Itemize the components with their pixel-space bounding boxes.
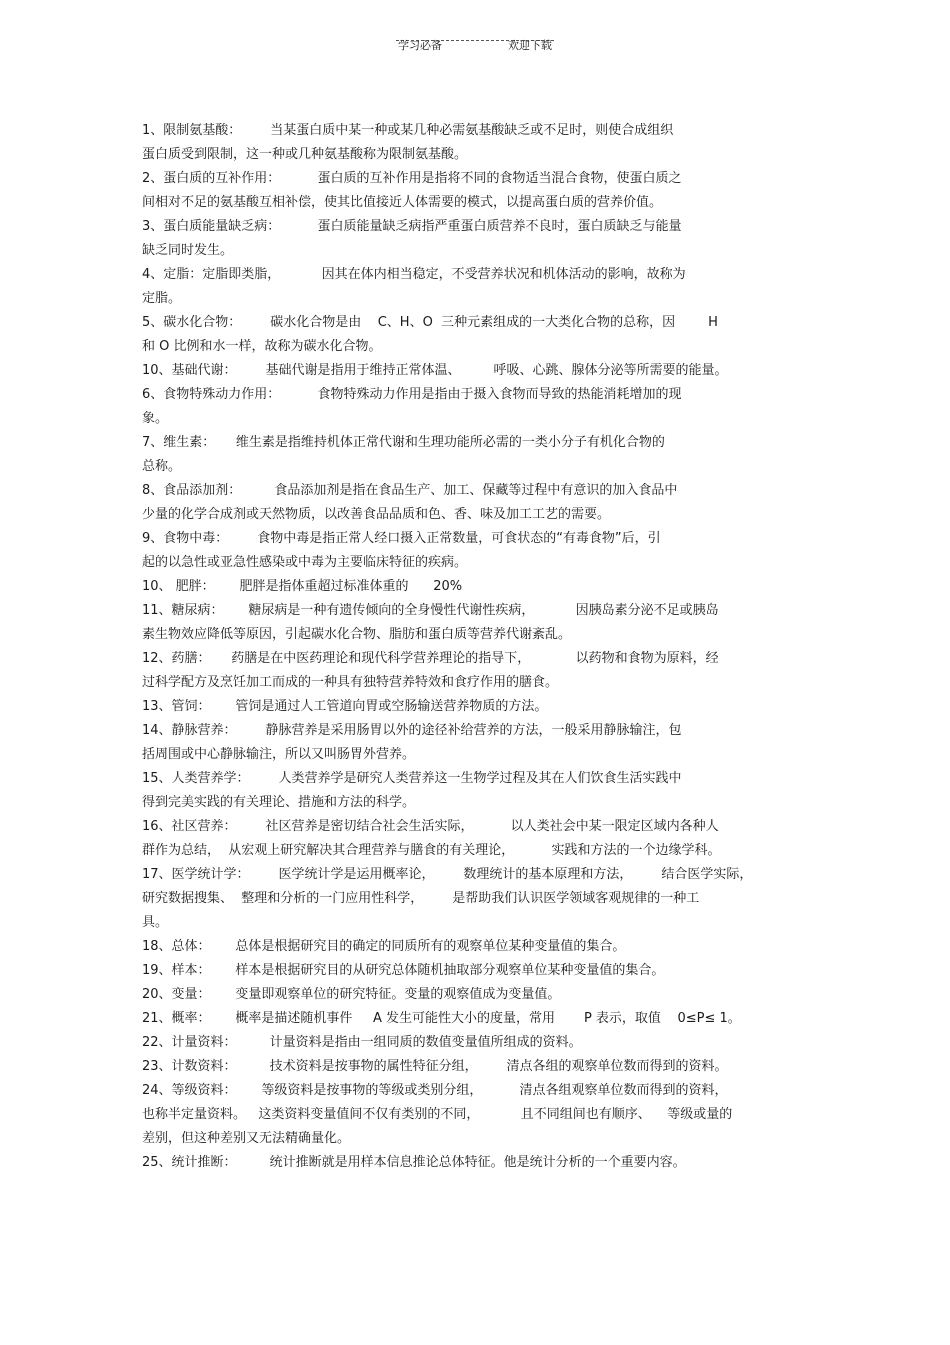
entry-line: 研究数据搜集、 整理和分析的一门应用性科学， 是帮助我们认识医学领域客观规律的一种工 xyxy=(142,891,700,906)
definition-entry xyxy=(142,311,822,359)
entry-line: 8、食品添加剂： 食品添加剂是指在食品生产、加工、保藏等过程中有意识的加入食品中 xyxy=(142,483,678,498)
definition-entry xyxy=(142,959,822,983)
document-body xyxy=(142,119,822,1175)
entry-line: 5、碳水化合物： 碳水化合物是由 C、H、O 三种元素组成的一大类化合物的总称，因 H xyxy=(142,315,718,330)
entry-line: 群作为总结， 从宏观上研究解决其合理营养与膳食的有关理论， 实践和方法的一个边缘学科。 xyxy=(142,843,721,858)
definition-entry xyxy=(142,1151,822,1175)
entry-line: 11、糖尿病： 糖尿病是一种有遗传倾向的全身慢性代谢性疾病， 因胰岛素分泌不足或胰岛 xyxy=(142,603,719,618)
entry-line: 括周围或中心静脉输注，所以又叫肠胃外营养。 xyxy=(142,747,416,762)
definition-entry xyxy=(142,167,822,215)
entry-line: 象。 xyxy=(142,411,169,426)
definition-entry xyxy=(142,1079,822,1151)
entry-line: 得到完美实践的有关理论、措施和方法的科学。 xyxy=(142,795,416,810)
definition-entry xyxy=(142,767,822,815)
entry-line: 17、医学统计学： 医学统计学是运用概率论， 数理统计的基本原理和方法， 结合医学实际， xyxy=(142,867,753,882)
entry-line: 25、统计推断： 统计推断就是用样本信息推论总体特征。他是统计分析的一个重要内容。 xyxy=(142,1155,686,1170)
header-left-text: 学习必备 xyxy=(398,39,442,52)
entry-line: 19、样本： 样本是根据研究目的从研究总体随机抽取部分观察单位某种变量值的集合。 xyxy=(142,963,665,978)
definition-entry xyxy=(142,527,822,575)
entry-line: 和 O 比例和水一样，故称为碳水化合物。 xyxy=(142,339,382,354)
definition-entry xyxy=(142,719,822,767)
definition-entry xyxy=(142,935,822,959)
entry-line: 3、蛋白质能量缺乏病： 蛋白质能量缺乏病指严重蛋白质营养不良时，蛋白质缺乏与能量 xyxy=(142,219,682,234)
entry-line: 间相对不足的氨基酸互相补偿，使其比值接近人体需要的模式，以提高蛋白质的营养价值。 xyxy=(142,195,663,210)
definition-entry xyxy=(142,263,822,311)
entry-line: 起的以急性或亚急性感染或中毒为主要临床特征的疾病。 xyxy=(142,555,468,570)
definition-entry xyxy=(142,215,822,263)
definition-entry xyxy=(142,695,822,719)
entry-line: 缺乏同时发生。 xyxy=(142,243,234,258)
entry-line: 15、人类营养学： 人类营养学是研究人类营养这一生物学过程及其在人们饮食生活实践中 xyxy=(142,771,682,786)
entry-line: 18、总体： 总体是根据研究目的确定的同质所有的观察单位某种变量值的集合。 xyxy=(142,939,626,954)
entry-line: 14、静脉营养： 静脉营养是采用肠胃以外的途径补给营养的方法，一般采用静脉输注，包 xyxy=(142,723,682,738)
entry-line: 12、药膳： 药膳是在中医药理论和现代科学营养理论的指导下， 以药物和食物为原料，经 xyxy=(142,651,719,666)
definition-entry xyxy=(142,359,822,383)
entry-line: 21、概率： 概率是描述随机事件 A 发生可能性大小的度量，常用 P 表示，取值 0≤P≤ 1。 xyxy=(142,1011,741,1026)
definition-entry xyxy=(142,599,822,647)
entry-line: 总称。 xyxy=(142,459,182,474)
definition-entry xyxy=(142,1031,822,1055)
definition-entry xyxy=(142,863,822,935)
definition-entry xyxy=(142,1055,822,1079)
entry-line: 10、基础代谢： 基础代谢是指用于维持正常体温、 呼吸、心跳、腺体分泌等所需要的能量。 xyxy=(142,363,728,378)
entry-line: 过科学配方及烹饪加工而成的一种具有独特营养特效和食疗作用的膳食。 xyxy=(142,675,559,690)
entry-line: 24、等级资料： 等级资料是按事物的等级或类别分组， 清点各组观察单位数而得到的资料， xyxy=(142,1083,728,1098)
entry-line: 也称半定量资料。 这类资料变量值间不仅有类别的不同， 且不同组间也有顺序、 等级或量的 xyxy=(142,1107,733,1122)
definition-entry xyxy=(142,383,822,431)
entry-line: 7、维生素： 维生素是指维持机体正常代谢和生理功能所必需的一类小分子有机化合物的 xyxy=(142,435,665,450)
entry-line: 10、 肥胖： 肥胖是指体重超过标准体重的 20% xyxy=(142,579,463,594)
entry-line: 定脂。 xyxy=(142,291,182,306)
definition-entry xyxy=(142,479,822,527)
entry-line: 6、食物特殊动力作用： 食物特殊动力作用是指由于摄入食物而导致的热能消耗增加的现 xyxy=(142,387,682,402)
entry-line: 13、管饲： 管饲是通过人工管道向胃或空肠输送营养物质的方法。 xyxy=(142,699,548,714)
definition-entry xyxy=(142,983,822,1007)
entry-line: 少量的化学合成剂或天然物质，以改善食品品质和色、香、味及加工工艺的需要。 xyxy=(142,507,611,522)
definition-entry xyxy=(142,431,822,479)
entry-line: 9、食物中毒： 食物中毒是指正常人经口摄入正常数量，可食状态的“有毒食物”后，引 xyxy=(142,531,661,546)
entry-line: 1、限制氨基酸： 当某蛋白质中某一种或某几种必需氨基酸缺乏或不足时，则使合成组织 xyxy=(142,123,674,138)
entry-line: 4、定脂：定脂即类脂， 因其在体内相当稳定，不受营养状况和机体活动的影响，故称为 xyxy=(142,267,686,282)
header-right-text: 欢迎下载 xyxy=(508,39,552,52)
page-header xyxy=(396,38,554,52)
entry-line: 23、计数资料： 技术资料是按事物的属性特征分组， 清点各组的观察单位数而得到的资料。 xyxy=(142,1059,728,1074)
definition-entry xyxy=(142,815,822,863)
entry-line: 蛋白质受到限制，这一种或几种氨基酸称为限制氨基酸。 xyxy=(142,147,468,162)
entry-line: 具。 xyxy=(142,915,169,930)
definition-entry xyxy=(142,119,822,167)
entry-line: 22、计量资料： 计量资料是指由一组同质的数值变量值所组成的资料。 xyxy=(142,1035,582,1050)
entry-line: 素生物效应降低等原因，引起碳水化合物、脂肪和蛋白质等营养代谢紊乱。 xyxy=(142,627,572,642)
entry-line: 差别，但这种差别又无法精确量化。 xyxy=(142,1131,351,1146)
entry-line: 20、变量： 变量即观察单位的研究特征。变量的观察值成为变量值。 xyxy=(142,987,561,1002)
entry-line: 16、社区营养： 社区营养是密切结合社会生活实际， 以人类社会中某一限定区域内各种人 xyxy=(142,819,719,834)
definition-entry xyxy=(142,575,822,599)
definition-entry xyxy=(142,1007,822,1031)
definition-entry xyxy=(142,647,822,695)
entry-line: 2、蛋白质的互补作用： 蛋白质的互补作用是指将不同的食物适当混合食物，使蛋白质之 xyxy=(142,171,682,186)
